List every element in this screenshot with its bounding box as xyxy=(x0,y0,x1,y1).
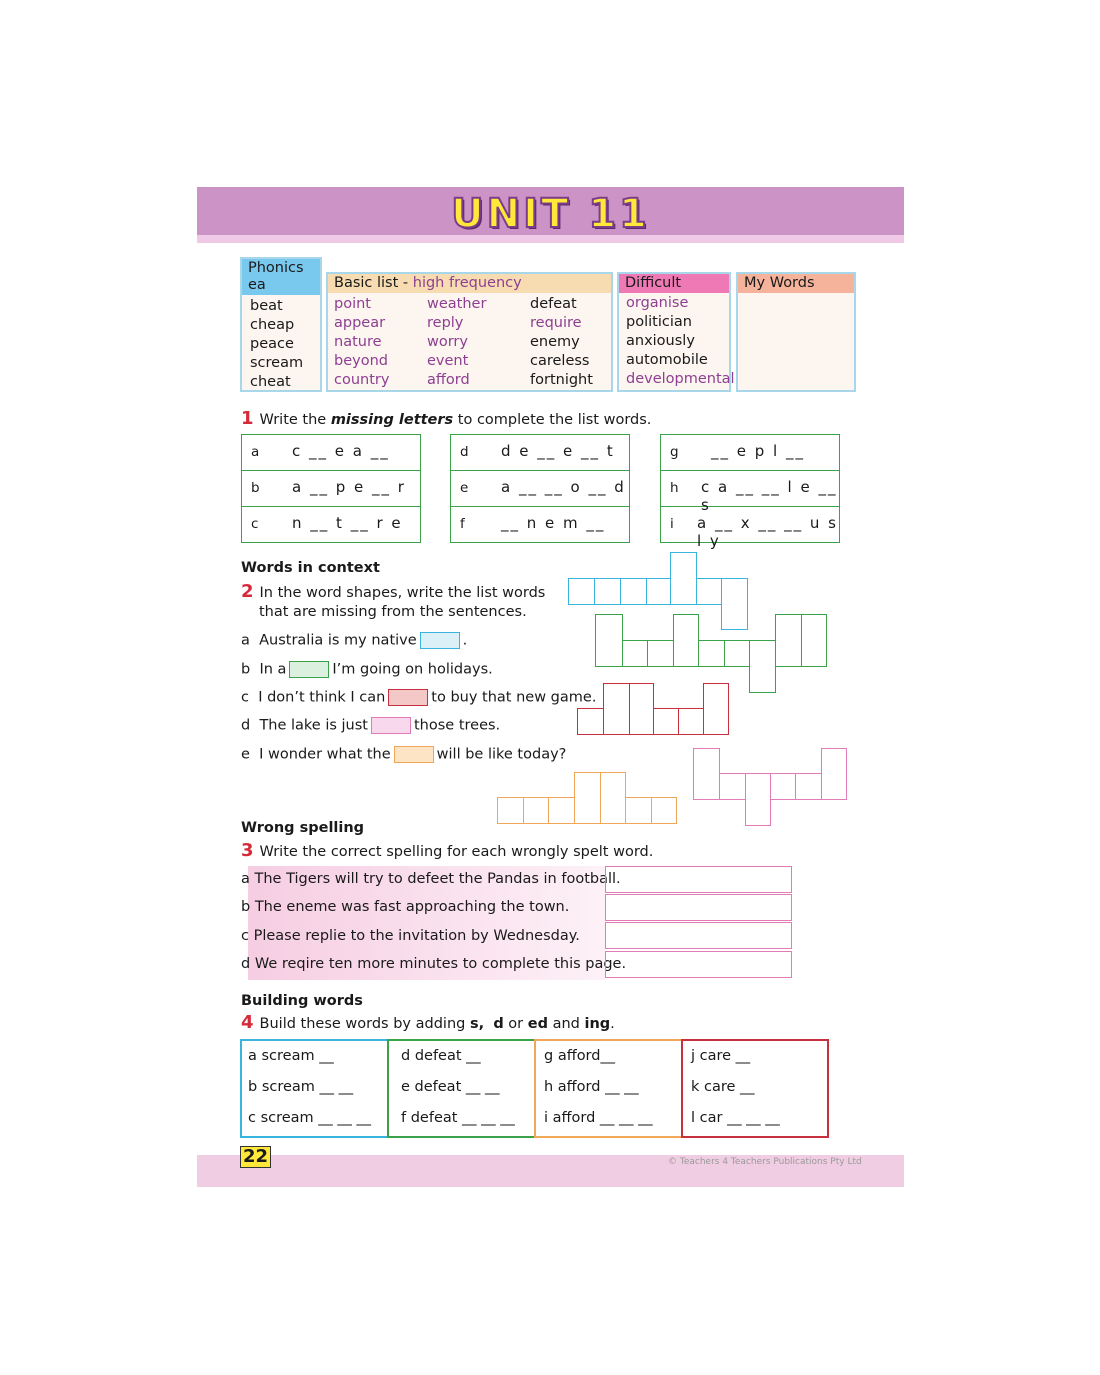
answer-box[interactable] xyxy=(605,951,792,978)
item-letter: e xyxy=(460,480,469,496)
sentence-text: The Tigers will try to defeet the Pandas in football. xyxy=(254,871,621,887)
letter-cell[interactable] xyxy=(620,578,647,605)
letter-cell[interactable] xyxy=(568,578,595,605)
letter-cell[interactable] xyxy=(693,748,720,800)
build-item: g afford__ xyxy=(544,1048,615,1064)
build-item: f defeat __ __ __ xyxy=(401,1110,515,1126)
sentence-after: to buy that new game. xyxy=(431,689,597,706)
build-item: j care __ xyxy=(691,1048,751,1064)
activity2-instruction xyxy=(241,582,545,622)
build-item: b scream __ __ xyxy=(248,1079,354,1095)
basic-col-2 xyxy=(427,295,486,390)
list-word: country xyxy=(334,372,390,388)
build-item: c scream __ __ __ xyxy=(248,1110,372,1126)
list-word: beyond xyxy=(334,353,388,369)
letter-cell[interactable] xyxy=(696,578,722,605)
list-word: cheat xyxy=(250,374,291,390)
list-word: developmental xyxy=(626,371,735,387)
activity1-grid-2 xyxy=(450,434,630,543)
basic-list-title: Basic list - xyxy=(334,275,413,291)
wrong-spelling-sentence xyxy=(241,871,621,887)
letter-cell[interactable] xyxy=(600,772,626,824)
letter-cell[interactable] xyxy=(673,614,699,667)
build-box-defeat[interactable] xyxy=(387,1039,536,1138)
letter-cell[interactable] xyxy=(770,773,796,800)
sentence-before: I don’t think I can xyxy=(258,689,386,706)
item-word: c a __ __ l e __ s xyxy=(701,478,838,514)
letter-cell[interactable] xyxy=(651,797,677,824)
letter-cell[interactable] xyxy=(698,640,725,667)
item-word: a __ x __ __ u s l y xyxy=(697,514,838,550)
list-word: cheap xyxy=(250,317,295,333)
letter-cell[interactable] xyxy=(703,683,729,735)
missing-letters-row[interactable] xyxy=(451,471,629,507)
build-item: e defeat __ __ xyxy=(401,1079,500,1095)
letter-cell[interactable] xyxy=(629,683,654,735)
item-letter: d xyxy=(460,444,469,460)
letter-cell[interactable] xyxy=(594,578,621,605)
letter-cell[interactable] xyxy=(721,578,748,630)
unit-header xyxy=(197,187,904,251)
item-letter: b xyxy=(241,899,251,915)
letter-cell[interactable] xyxy=(724,640,750,667)
phonics-box xyxy=(240,257,322,392)
letter-cell[interactable] xyxy=(622,640,648,667)
list-word: peace xyxy=(250,336,294,352)
item-word: n __ t __ r e xyxy=(292,514,403,532)
instr-emphasis: missing letters xyxy=(330,412,454,428)
build-item: h afford __ __ xyxy=(544,1079,639,1095)
letter-cell[interactable] xyxy=(775,614,802,667)
item-word: d e __ e __ t xyxy=(501,442,615,460)
sentence-after: . xyxy=(462,632,468,649)
build-box-afford[interactable] xyxy=(534,1039,683,1138)
answer-box[interactable] xyxy=(605,922,792,949)
item-letter: h xyxy=(670,480,679,496)
item-letter: e xyxy=(241,746,250,763)
letter-cell[interactable] xyxy=(523,797,549,824)
letter-cell[interactable] xyxy=(577,708,604,735)
activity1-instruction xyxy=(241,408,651,429)
letter-cell[interactable] xyxy=(678,708,704,735)
my-words-title: My Words xyxy=(738,274,854,293)
instr-emphasis: ed xyxy=(527,1016,548,1032)
letter-cell[interactable] xyxy=(574,772,601,824)
build-box-scream[interactable] xyxy=(240,1039,389,1138)
instr-text: . xyxy=(610,1016,615,1032)
difficult-words xyxy=(619,293,735,389)
phonics-head xyxy=(242,259,320,295)
answer-chip[interactable] xyxy=(394,746,434,763)
list-word: weather xyxy=(427,296,487,312)
context-sentence xyxy=(241,661,493,678)
list-word: defeat xyxy=(530,296,577,312)
my-words-box xyxy=(736,272,856,392)
sentence-before: The lake is just xyxy=(259,717,368,734)
list-word: afford xyxy=(427,372,470,388)
list-word: appear xyxy=(334,315,386,331)
difficult-box xyxy=(617,272,735,392)
wrong-spelling-sentence xyxy=(241,928,580,944)
missing-letters-row[interactable] xyxy=(242,471,420,507)
wrong-spelling-sentence xyxy=(241,899,569,915)
list-word: organise xyxy=(626,295,689,311)
phonics-sound: ea xyxy=(248,277,266,293)
letter-cell[interactable] xyxy=(795,773,822,800)
copyright-notice: © Teachers 4 Teachers Publications Pty Ltd xyxy=(668,1157,862,1167)
sentence-after: I’m going on holidays. xyxy=(332,661,493,678)
list-word: politician xyxy=(626,314,692,330)
instr-text: to complete the list words. xyxy=(453,412,652,428)
letter-cell[interactable] xyxy=(745,773,771,826)
list-word: reply xyxy=(427,315,464,331)
words-in-context-heading: Words in context xyxy=(241,560,380,576)
item-letter: g xyxy=(670,444,679,460)
build-item: l car __ __ __ xyxy=(691,1110,780,1126)
item-letter: b xyxy=(251,480,260,496)
sentence-text: We reqire ten more minutes to complete this page. xyxy=(254,956,627,972)
item-letter: i xyxy=(670,516,674,532)
letter-cell[interactable] xyxy=(625,797,652,824)
instr-emphasis: ing xyxy=(584,1016,611,1032)
sentence-before: I wonder what the xyxy=(259,746,391,763)
list-word: careless xyxy=(530,353,590,369)
list-word: anxiously xyxy=(626,333,695,349)
item-word: c __ e a __ xyxy=(292,442,390,460)
list-word: worry xyxy=(427,334,468,350)
letter-cell[interactable] xyxy=(719,773,746,800)
build-item: i afford __ __ __ xyxy=(544,1110,653,1126)
activity4-instruction xyxy=(241,1012,615,1033)
activity-number: 1 xyxy=(241,408,254,429)
list-word: automobile xyxy=(626,352,708,368)
item-letter: a xyxy=(251,444,260,460)
instr-text: and xyxy=(547,1016,585,1032)
missing-letters-row[interactable] xyxy=(451,507,629,542)
letter-cell[interactable] xyxy=(801,614,827,667)
context-sentence xyxy=(241,632,467,649)
missing-letters-row[interactable] xyxy=(661,507,839,550)
activity-number: 4 xyxy=(241,1012,254,1033)
activity1-grid-1 xyxy=(241,434,421,543)
basic-list-subtitle: high frequency xyxy=(412,275,522,291)
letter-cell[interactable] xyxy=(548,797,575,824)
letter-cell[interactable] xyxy=(646,578,671,605)
sentence-after: will be like today? xyxy=(436,746,567,763)
instr-text: In the word shapes, write the list words xyxy=(259,585,546,601)
letter-cell[interactable] xyxy=(670,552,697,605)
missing-letters-row[interactable] xyxy=(242,435,420,471)
list-word: event xyxy=(427,353,469,369)
missing-letters-row[interactable] xyxy=(661,471,839,514)
missing-letters-row[interactable] xyxy=(242,507,420,542)
item-letter: a xyxy=(241,871,250,887)
instr-emphasis: d xyxy=(493,1016,504,1032)
sentence-text: Please replie to the invitation by Wednesday. xyxy=(253,928,580,944)
instr-text: Write the xyxy=(259,412,331,428)
list-word: enemy xyxy=(530,334,580,350)
item-word: __ n e m __ xyxy=(501,514,606,532)
list-word: fortnight xyxy=(530,372,593,388)
sentence-text: The eneme was fast approaching the town. xyxy=(254,899,570,915)
build-box-care[interactable] xyxy=(681,1039,829,1138)
activity3-instruction xyxy=(241,840,653,861)
phonics-words xyxy=(242,295,320,392)
wrong-spelling-sentence xyxy=(241,956,626,972)
letter-cell[interactable] xyxy=(749,640,776,693)
wrong-spelling-heading: Wrong spelling xyxy=(241,820,365,836)
list-word: point xyxy=(334,296,371,312)
sentence-before: Australia is my native xyxy=(259,632,417,649)
list-word: beat xyxy=(250,298,283,314)
letter-cell[interactable] xyxy=(647,640,674,667)
sentence-before: In a xyxy=(259,661,287,678)
answer-box[interactable] xyxy=(605,866,792,893)
context-sentence xyxy=(241,746,566,763)
basic-col-3 xyxy=(530,295,593,390)
item-letter: c xyxy=(241,928,249,944)
activity-number: 3 xyxy=(241,840,254,861)
list-word: scream xyxy=(250,355,304,371)
letter-cell[interactable] xyxy=(603,683,630,735)
header-stripe-white xyxy=(197,243,904,251)
instr-text: Write the correct spelling for each wrongly spelt word. xyxy=(259,844,654,860)
answer-chip[interactable] xyxy=(289,661,329,678)
letter-cell[interactable] xyxy=(595,614,623,667)
unit-title: UNIT 11 xyxy=(451,191,650,237)
letter-cell[interactable] xyxy=(497,797,524,824)
build-item: k care __ xyxy=(691,1079,755,1095)
difficult-title: Difficult xyxy=(619,274,729,293)
item-letter: c xyxy=(251,516,259,532)
instr-text: or xyxy=(503,1016,528,1032)
activity-number: 2 xyxy=(241,581,254,602)
item-word: a __ p e __ r xyxy=(292,478,406,496)
answer-box[interactable] xyxy=(605,894,792,921)
item-word: a __ __ o __ d xyxy=(501,478,626,496)
building-words-heading: Building words xyxy=(241,993,363,1009)
basic-list-head xyxy=(328,274,611,293)
item-letter: a xyxy=(241,632,250,649)
context-sentence xyxy=(241,689,596,706)
letter-cell[interactable] xyxy=(653,708,679,735)
missing-letters-row[interactable] xyxy=(661,435,839,471)
instr-emphasis: s, xyxy=(469,1016,485,1032)
list-word: nature xyxy=(334,334,382,350)
build-item: a scream __ xyxy=(248,1048,334,1064)
instr-text: that are missing from the sentences. xyxy=(259,604,527,620)
item-letter: f xyxy=(460,516,465,532)
item-letter: b xyxy=(241,661,251,678)
basic-col-1 xyxy=(334,295,389,390)
phonics-title: Phonics xyxy=(248,260,304,276)
sentence-after: those trees. xyxy=(414,717,501,734)
activity1-grid-3 xyxy=(660,434,840,550)
instr-text: Build these words by adding xyxy=(259,1016,470,1032)
item-letter: c xyxy=(241,689,249,706)
context-sentence xyxy=(241,717,500,734)
item-letter: d xyxy=(241,956,251,972)
item-letter: d xyxy=(241,717,251,734)
item-word: __ e p l __ xyxy=(711,442,805,460)
answer-chip[interactable] xyxy=(388,689,428,706)
answer-chip[interactable] xyxy=(420,632,460,649)
build-item: d defeat __ xyxy=(401,1048,481,1064)
missing-letters-row[interactable] xyxy=(451,435,629,471)
basic-list-box xyxy=(326,272,613,392)
answer-chip[interactable] xyxy=(371,717,411,734)
list-word: require xyxy=(530,315,582,331)
page-number: 22 xyxy=(240,1146,271,1168)
letter-cell[interactable] xyxy=(821,748,847,800)
